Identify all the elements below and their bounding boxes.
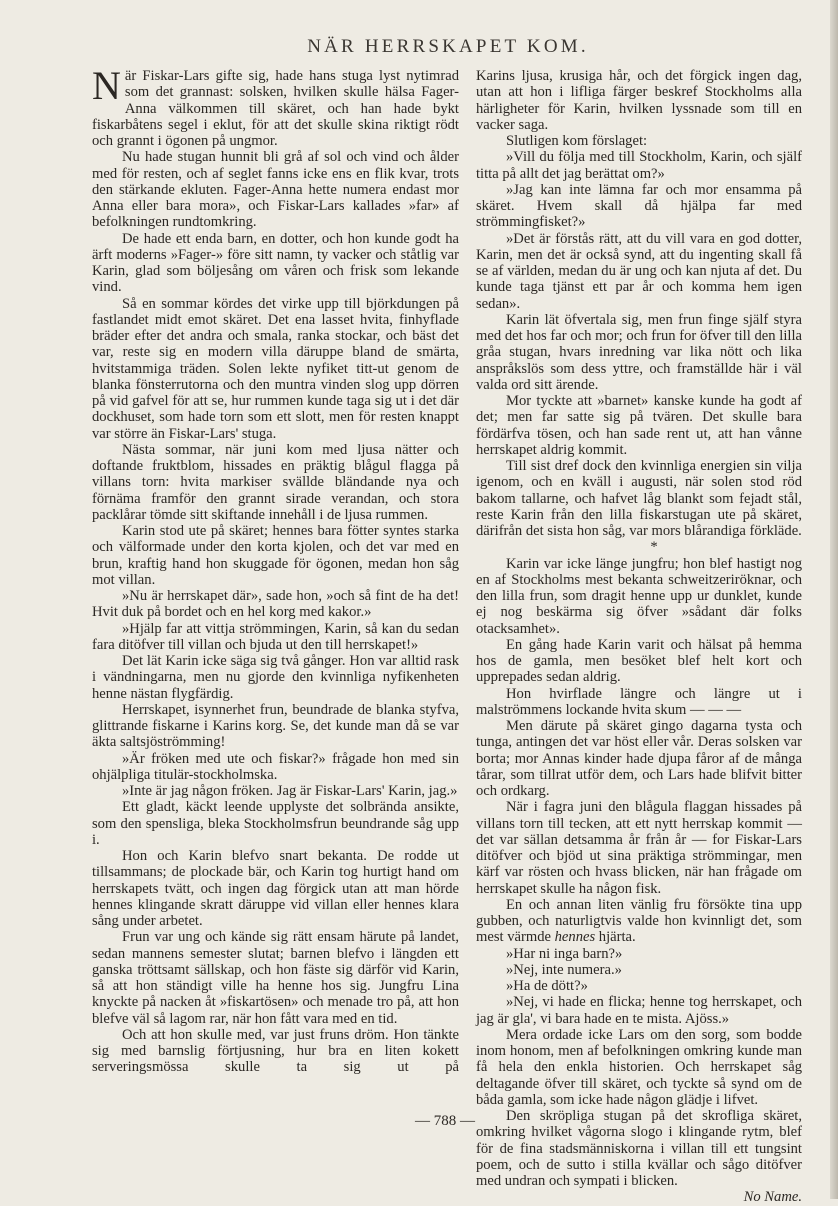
- author-signature: No Name.: [743, 1189, 802, 1206]
- paragraph: När i fagra juni den blågula flaggan hissades på villans torn till tecken, att ett nytt herrskap kommit — det var sällan detsamma år från år — for Fiskar-Lars ditöfver och bjöd ut sina präktiga strömmingar, men kärf var rösten och hvass blicken, när han frågade om herrskapet skulle ha någon fisk.: [476, 799, 802, 897]
- paragraph-text: är Fiskar-Lars gifte sig, hade hans stuga lyst nytimrad som det grannast: solsken, hvilken skulle hälsa Fager-Anna välkommen till skäret, och han hade bykt fiskarbåtens segel i eklut, för att det skulle skina riktigt rödt och grannt i ögonen på ungmor.: [92, 68, 459, 149]
- paragraph: »Inte är jag någon fröken. Jag är Fiskar-Lars' Karin, jag.»: [122, 783, 458, 799]
- paragraph: [476, 897, 802, 946]
- drop-cap: N: [92, 63, 121, 108]
- paragraph: Mor tyckte att »barnet» kanske kunde ha godt af det; men far satte sig på tvären. Det skulle bara fördärfva tösen, och han sade rent ut, att han vånne herrskapet aldrig kommit.: [476, 393, 802, 458]
- paragraph: »Vill du följa med till Stockholm, Karin, och själf titta på allt det jag berättat om?»: [476, 149, 802, 182]
- paragraph: Mera ordade icke Lars om den sorg, som bodde inom honom, men af befolkningen omkring kunde man få hela den enkla historien. Och herrskapet såg deltagande öfver till skäret, och tyckte så synd om de båda gamla, som icke hade någon glädje i lifvet.: [476, 1026, 802, 1108]
- right-column: [476, 68, 802, 1206]
- paragraph: Herrskapet, isynnerhet frun, beundrade de blanka styfva, glittrande fiskarne i Karins korg. Se, det kunde man då se var äkta saltsjöströmming!: [92, 701, 459, 751]
- page-number: — 788 —: [415, 1113, 475, 1129]
- paragraph: Ett gladt, käckt leende upplyste det solbrända ansikte, som den spensliga, bleka Stockholmsfrun beundrande såg upp i.: [92, 799, 459, 848]
- paragraph: »Ha de dött?»: [506, 978, 588, 994]
- paragraph: Slutligen kom förslaget:: [506, 133, 648, 149]
- paragraph: Karin stod ute på skäret; hennes bara fötter syntes starka och välformade under den korta kjolen, och det var med en brun, kraftig hand hon skuggade för ögonen, medan hon såg mot villan.: [92, 523, 459, 588]
- left-column: [92, 63, 459, 1076]
- paragraph: Karin lät öfvertala sig, men frun finge själf styra med det hos far och mor; och frun for öfver till den lilla gråa stugan, hvars inredning var lika nött och lika anspråkslös som dess yttre, och framställde här i väl valda ord sitt ärende.: [476, 311, 802, 393]
- paragraph: Men därute på skäret gingo dagarna tysta och tunga, antingen det var höst eller vår. Deras solsken var borta; mor Annas kinder hade djupa fåror af de många tårar, som tillrat utför dem, och Lars hade blifvit bitter och ordkarg.: [476, 718, 802, 799]
- paragraph: »Hjälp far att vittja strömmingen, Karin, så kan du sedan fara ditöfver till villan och bjuda ut den till herrskapet!»: [92, 620, 459, 653]
- paragraph: Den skröpliga stugan på det skrofliga skäret, omkring hvilket vågorna slogo i klingande rytm, blef för de fina stadsmänniskorna i villan till ett tungsint poem, och de sutto i stilla kvällar och sågo ditöfver med undran och sympati i blicken.: [476, 1108, 802, 1189]
- paragraph: Nu hade stugan hunnit bli grå af sol och vind och ålder med för resten, och af seglet fanns icke ens en flik kvar, trots den stärkande ekluten. Fager-Anna hette numera endast mor Anna eller bara mora», och Fiskar-Lars kallades »far» af befolkningen rundtomkring.: [92, 149, 459, 231]
- paragraph: Nästa sommar, när juni kom med ljusa nätter och doftande fruktblom, hissades en präktig blågul flagga på villans torn: hvita markiser svällde bländande nya och förnäma framför den grannt sirade verandan, och stora packlårar tömde sitt skiftande innehåll i de ljusa rummen.: [92, 441, 459, 523]
- paragraph: En gång hade Karin varit och hälsat på hemma hos de gamla, men besöket blef helt kort och upprepades sedan aldrig.: [476, 636, 802, 686]
- paragraph: »Det är förstås rätt, att du vill vara en god dotter, Karin, men det är också synd, att du ingenting skall få se af världen, medan du är ung och kan njuta af det. Du kunde taga tjänst ett par år och komma hem igen sedan».: [476, 230, 802, 312]
- paragraph: Frun var ung och kände sig rätt ensam härute på landet, sedan mannens semester slutat; barnen blefvo i längden ett ganska tröttsamt sällskap, och hon fäste sig därför vid Karin, så att hon ständigt ville ha henne hos sig. Jungfru Lina knyckte på nacken åt »fiskartösen» och menade tro på, att hon blefve väl så lagom rar, när hon fått vara med en tid.: [92, 929, 459, 1027]
- paragraph: »Är fröken med ute och fiskar?» frågade hon med sin ohjälpliga titulär-stockholmska.: [92, 750, 459, 783]
- paragraph: »Nej, inte numera.»: [506, 961, 622, 978]
- page-title: NÄR HERRSKAPET KOM.: [307, 36, 589, 57]
- paragraph: Och att hon skulle med, var just fruns dröm. Hon tänkte sig med barnslig förtjusning, hur bra en liten kokett serveringsmössa skulle ta sig ut på: [92, 1026, 459, 1076]
- paragraph: De hade ett enda barn, en dotter, och hon kunde godt ha ärft moderns »Fager-» före sitt namn, ty vacker och ståtlig var Karin, glad som böljesång om våren och frisk som lekande vind.: [92, 230, 459, 296]
- paragraph: [92, 63, 459, 149]
- paragraph: Hon hvirflade längre och längre ut i malströmmens lockande hvita skum — — —: [476, 685, 802, 718]
- paragraph: »Jag kan inte lämna far och mor ensamma på skäret. Hvem skall då hjälpa far med strömmingfisket?»: [476, 181, 802, 231]
- paragraph: Så en sommar kördes det virke upp till björkdungen på fastlandet midt emot skäret. Det ena lasset hvita, finhyflade bräder efter det andra och smala, ranka stockar, och bäst det var, reste sig en modern villa däruppe bland de smärta, hvitstammiga träden. Solen lekte nyfiket titt-ut genom de blanka fönsterrutorna och den muntra vinden slog upp dörren på vid gafvel för att se, hur rummen kunde taga sig ut i det där dockhuset, som hade torn som ett slott, men för resten knappt var större än Fiskar-Lars' stuga.: [92, 295, 459, 442]
- paragraph: »Nu är herrskapet där», sade hon, »och så fint de ha det! Hvit duk på bordet och en hel korg med kakor.»: [92, 588, 459, 621]
- paragraph: Till sist dref dock den kvinnliga energien sin vilja igenom, och en kväll i augusti, när solen stod röd bakom tallarne, och hafvet låg blankt som fejadt stål, reste Karin från den lilla fiskarstugan ute på skäret, därifrån det sista hon såg, var mors blårandiga förkläde.: [476, 458, 802, 539]
- paragraph: Karin var icke länge jungfru; hon blef hastigt nog en af Stockholms mest bekanta schweitzeriröknar, och den lilla frun, som dragit henne upp ur dunklet, kunde ej nog beskärma sig öfver »sådant där folks otacksamhet».: [476, 555, 802, 637]
- emphasis-text: hennes: [554, 929, 596, 946]
- paragraph: »Nej, vi hade en flicka; henne tog herrskapet, och jag är gla', vi bara hade en te mista. Ajöss.»: [476, 994, 802, 1027]
- paragraph: Hon och Karin blefvo snart bekanta. De rodde ut tillsammans; de plockade bär, och Karin tog hurtigt hand om herrskapets tvätt, och ingen dag förgick utan att man hörde hennes klingande skratt däruppe vid villan eller hennes klara sång under arbetet.: [92, 848, 459, 929]
- paragraph: »Har ni inga barn?»: [506, 945, 623, 962]
- paragraph-text: hjärta.: [595, 929, 636, 946]
- page-binding-edge: [830, 0, 838, 1199]
- paragraph-text: En och annan liten vänlig fru försökte tina upp gubben, och naturligtvis valde hon kvinnligt det, som mest värmde: [476, 896, 802, 946]
- section-separator: *: [650, 539, 658, 556]
- paragraph: Det lät Karin icke säga sig två gånger. Hon var alltid rask i vändningarna, men nu gjorde den kvinnliga nyfikenheten henne nästan flygfärdig.: [92, 653, 459, 702]
- paragraph: Karins ljusa, krusiga hår, och det förgick ingen dag, utan att hon i lifliga färger beskref Stockholms alla härligheter för Karin, hvilken lyssnade som till en vacker saga.: [476, 68, 802, 133]
